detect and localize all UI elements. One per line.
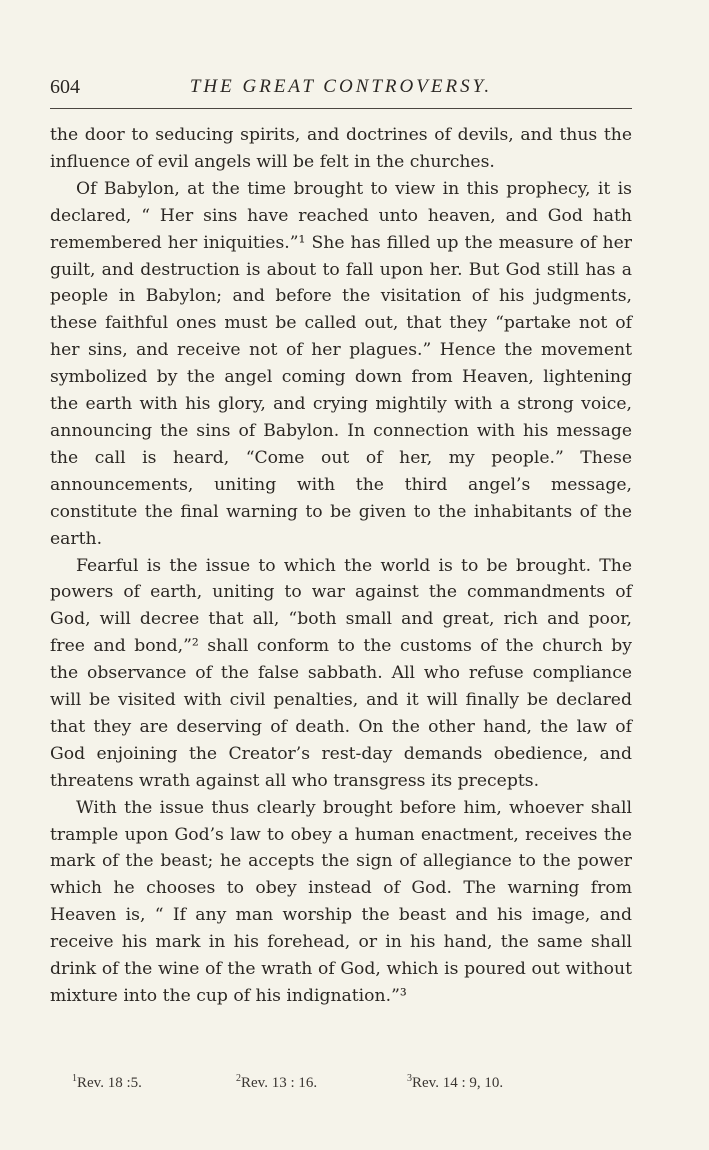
footnote-3 — [407, 1073, 503, 1092]
paragraph: With the issue thus clearly brought before him, whoever shall trample upon God’s law to obey a human enactment, receives the mark of the beast; he accepts the sign of allegiance to the power which he chooses to obey instead of God. The warning from Heaven is, “ If any man worship the beast and his image, and receive his mark in his forehead, or in his hand, the same shall drink of the wine of the wrath of God, which is poured out without mixture into the cup of his indignation.”³ — [50, 797, 632, 1006]
header-rule — [50, 108, 632, 109]
footnote-text: Rev. 18 :5. — [77, 1075, 142, 1091]
footnote-text: Rev. 13 : 16. — [241, 1075, 318, 1091]
footnote-1 — [72, 1073, 142, 1092]
footnote-marker: 3 — [407, 1073, 412, 1084]
paragraph: Of Babylon, at the time brought to view in this prophecy, it is declared, “ Her sins have reached unto heaven, and God hath remembered her iniquities.”¹ She has filled up the measure of her guilt, and destruction is about to fall upon her. But God still has a people in Babylon; and before the visitation of his judgments, these faithful ones must be called out, that they “partake not of her sins, and receive not of her plagues.” Hence the movement symbolized by the angel coming down from Heaven, lightening the earth with his glory, and crying mightily with a strong voice, announcing the sins of Babylon. In connection with his message the call is heard, “Come out of her, my people.” These announcements, uniting with the third angel’s message, constitute the final warning to be given to the inhabitants of the earth. — [50, 178, 632, 549]
page-header — [50, 76, 632, 102]
footnote-marker: 2 — [236, 1073, 241, 1084]
page-number: 604 — [50, 76, 80, 98]
body-text — [50, 122, 632, 1010]
paragraph-continuation: the door to seducing spirits, and doctrines of devils, and thus the influence of evil angels will be felt in the churches. — [50, 125, 632, 172]
footnote-2 — [236, 1073, 317, 1092]
footnote-text: Rev. 14 : 9, 10. — [412, 1075, 504, 1091]
running-title: THE GREAT CONTROVERSY. — [189, 76, 493, 97]
footnote-marker: 1 — [72, 1073, 77, 1084]
paragraph: Fearful is the issue to which the world is to be brought. The powers of earth, uniting to war against the commandments of God, will decree that all, “both small and great, rich and poor, free and bond,”² shall conform to the customs of the church by the observance of the false sabbath. All who refuse compliance will be visited with civil penalties, and it will finally be declared that they are deserving of death. On the other hand, the law of God enjoining the Creator’s rest-day demands obedience, and threatens wrath against all who transgress its precepts. — [50, 555, 632, 791]
